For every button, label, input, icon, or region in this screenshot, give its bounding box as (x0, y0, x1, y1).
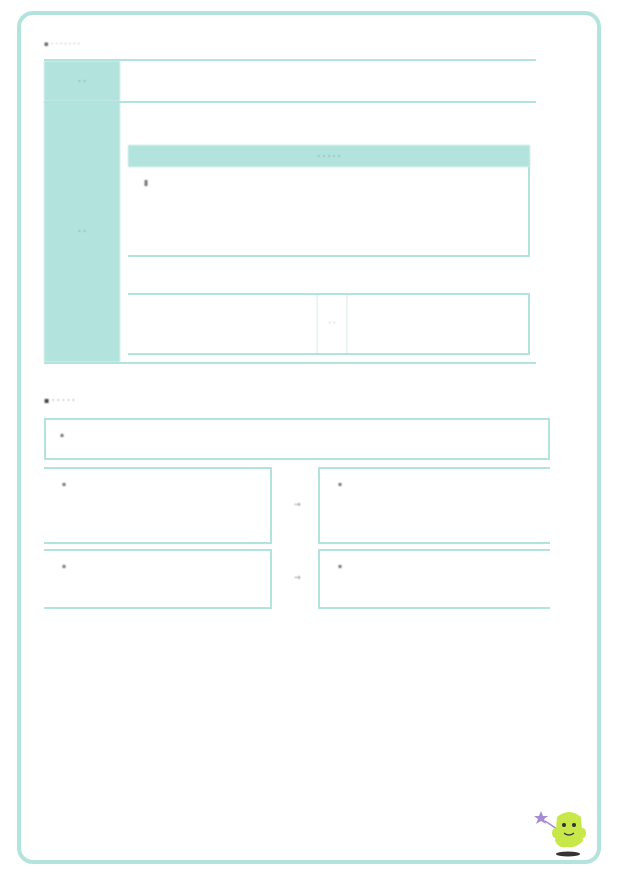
info-box (44, 418, 550, 460)
compare-box-right-top (318, 467, 550, 544)
arrow-icon: → (294, 573, 301, 582)
table-row (44, 59, 536, 103)
inner-table (128, 167, 530, 257)
compare-box-left-top (44, 467, 272, 544)
inner-table-header: · · · · · (128, 145, 530, 167)
comparison-box (128, 293, 530, 355)
page-heading: ▪ · · · · · · · (44, 40, 80, 48)
compare-box-left-bottom (44, 549, 272, 609)
table-row (44, 101, 536, 364)
section-title: ▪ · · · · · (44, 396, 75, 405)
row-header: · · (44, 61, 120, 101)
middle-label: · · (328, 319, 336, 327)
compare-box-right-bottom (318, 549, 550, 609)
row-header: · · (44, 101, 120, 362)
mascot-icon (531, 803, 593, 859)
arrow-icon: → (294, 500, 301, 509)
